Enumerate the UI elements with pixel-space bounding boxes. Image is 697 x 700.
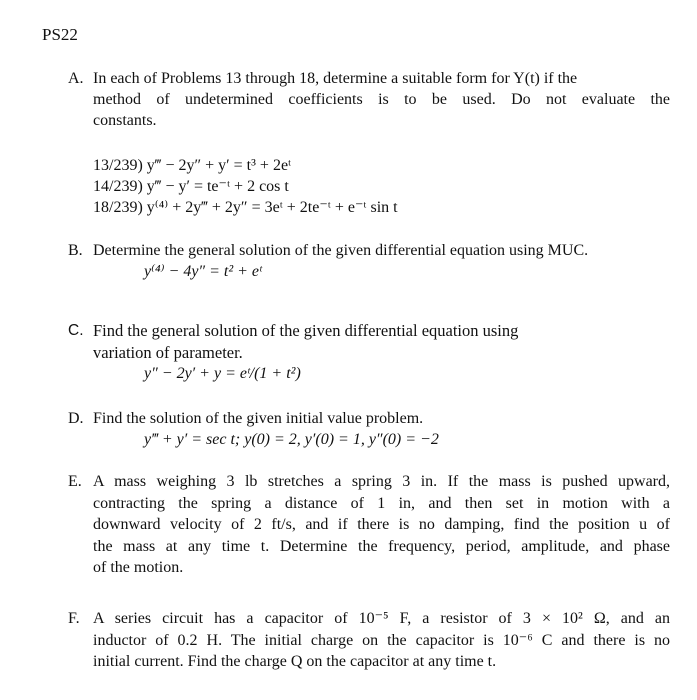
section-e-label: E.	[68, 473, 82, 490]
section-f-label: F.	[68, 610, 80, 627]
section-a-label: A.	[68, 70, 84, 87]
section-e-line-4: the mass at any time t. Determine the frequency, period, amplitude, and phase	[93, 537, 670, 555]
section-f-line-3: initial current. Find the charge Q on the capacitor at any time t.	[93, 653, 497, 670]
section-d-equation: y‴ + y′ = sec t; y(0) = 2, y′(0) = 1, y″(0) = −2	[144, 431, 439, 448]
section-a-line-2: method of undetermined coefficients is to be used. Do not evaluate the	[93, 91, 670, 108]
section-a-line-3: constants.	[93, 112, 157, 129]
section-e-text	[93, 471, 670, 579]
section-f-text	[93, 608, 670, 673]
section-b-line-1: Determine the general solution of the given differential equation using MUC.	[93, 242, 589, 259]
section-c-line-1: Find the general solution of the given differential equation using	[93, 321, 519, 340]
section-d-label: D.	[68, 410, 84, 427]
equation-18-239: 18/239) y⁽⁴⁾ + 2y‴ + 2y″ = 3eᵗ + 2te⁻ᵗ + e⁻ᵗ sin t	[93, 199, 398, 216]
equation-13-239: 13/239) y‴ − 2y″ + y′ = t³ + 2eᵗ	[93, 157, 292, 174]
section-e-line-2: contracting the spring a distance of 1 in, and then set in motion with a	[93, 494, 670, 512]
section-a-line-1: In each of Problems 13 through 18, determine a suitable form for Y(t) if the	[93, 70, 578, 87]
section-e-line-5: of the motion.	[93, 559, 184, 576]
section-c-equation: y″ − 2y′ + y = eᵗ/(1 + t²)	[144, 365, 301, 382]
section-e-line-1: A mass weighing 3 lb stretches a spring 3 in. If the mass is pushed upward,	[93, 473, 670, 490]
section-d-line-1: Find the solution of the given initial value problem.	[93, 410, 424, 427]
equation-14-239: 14/239) y‴ − y′ = te⁻ᵗ + 2 cos t	[93, 178, 289, 195]
section-a-text	[93, 68, 670, 131]
section-c-label: C.	[68, 322, 84, 339]
section-b-label: B.	[68, 242, 83, 259]
section-b-equation: y⁽⁴⁾ − 4y″ = t² + eᵗ	[144, 263, 262, 280]
section-f-line-1: A series circuit has a capacitor of 10⁻⁵ F, a resistor of 3 × 10² Ω, and an	[93, 610, 670, 627]
section-f-line-2: inductor of 0.2 H. The initial charge on the capacitor is 10⁻⁶ C and there is no	[93, 631, 670, 649]
problem-set-title: PS22	[42, 25, 78, 44]
section-c-line-2: variation of parameter.	[93, 343, 243, 362]
section-e-line-3: downward velocity of 2 ft/s, and if there is no damping, find the position u of	[93, 516, 670, 533]
